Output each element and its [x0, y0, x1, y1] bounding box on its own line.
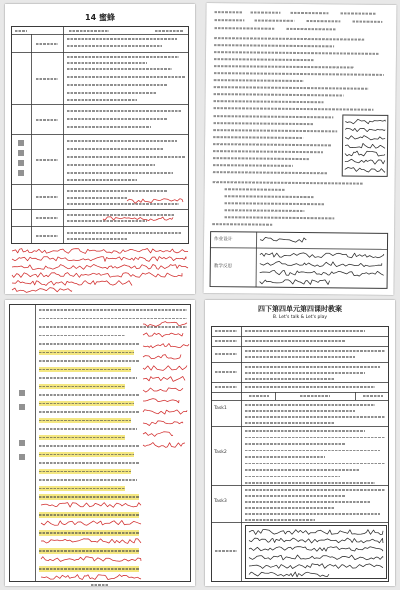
printed-text-line — [245, 340, 345, 342]
printed-text-line — [245, 469, 360, 471]
printed-text-line — [215, 550, 237, 552]
printed-text-line — [224, 216, 334, 219]
printed-text-line — [245, 456, 325, 458]
printed-text-line — [245, 476, 340, 478]
printed-text-line — [245, 513, 380, 515]
printed-text-line — [245, 482, 375, 484]
printed-text-line — [213, 136, 303, 139]
lesson-plan-page-english — [205, 300, 395, 586]
printed-text-line — [39, 369, 131, 371]
printed-text-line — [245, 416, 385, 418]
printed-text-line — [250, 11, 280, 13]
printed-glyph — [18, 160, 24, 166]
printed-text-line — [39, 386, 125, 388]
printed-text-line — [36, 43, 58, 45]
lesson-subtitle: B. Let's talk & Let's play — [272, 315, 328, 320]
printed-text-line — [67, 232, 181, 234]
printed-text-line — [245, 495, 345, 497]
printed-text-line — [39, 462, 139, 464]
printed-text-line — [36, 235, 58, 237]
printed-glyph — [18, 140, 24, 146]
printed-text-line — [67, 140, 177, 142]
printed-text-line — [39, 318, 187, 320]
lesson-plan-page-math — [203, 3, 396, 295]
printed-text-line — [67, 84, 167, 86]
table-frame — [210, 231, 389, 289]
lesson-plan-page-process — [5, 300, 195, 586]
printed-text-line — [245, 430, 365, 432]
table-frame — [9, 304, 191, 582]
table-rule — [63, 26, 64, 244]
table-rule — [211, 392, 389, 393]
printed-text-line — [214, 65, 354, 68]
table-rule — [11, 134, 189, 135]
table-rule — [11, 226, 189, 227]
printed-text-line — [215, 353, 237, 355]
printed-text-line — [214, 72, 384, 75]
printed-text-line — [245, 330, 365, 332]
printed-text-line — [213, 181, 363, 184]
homework-design-label: 作业设计 — [214, 237, 233, 243]
printed-text-line — [306, 20, 340, 22]
annotation-box — [245, 525, 387, 579]
printed-text-line — [245, 378, 335, 380]
printed-text-line — [36, 119, 58, 121]
printed-text-line — [39, 420, 131, 422]
printed-text-line — [213, 122, 313, 125]
printed-text-line — [245, 356, 355, 358]
printed-glyph — [19, 390, 25, 396]
printed-text-line — [39, 335, 125, 337]
table-rule — [355, 392, 356, 400]
printed-text-line — [245, 489, 385, 491]
printed-glyph — [18, 150, 24, 156]
printed-text-line — [15, 30, 27, 32]
table-rule — [211, 485, 389, 486]
table-rule — [11, 52, 189, 53]
printed-text-line — [300, 395, 330, 397]
printed-text-line — [39, 394, 139, 396]
printed-text-line — [39, 550, 139, 552]
printed-text-line — [67, 126, 151, 128]
printed-text-line — [67, 203, 179, 205]
lesson-title: 14 蜜蜂 — [85, 13, 115, 22]
printed-text-line — [212, 223, 272, 225]
printed-text-line — [224, 195, 314, 198]
printed-text-line — [67, 92, 157, 94]
printed-text-line — [213, 115, 333, 118]
table-rule — [211, 336, 389, 337]
printed-text-line — [67, 164, 155, 166]
printed-text-line — [215, 340, 237, 342]
printed-text-line — [67, 76, 185, 78]
printed-text-line — [67, 238, 127, 240]
printed-text-line — [245, 404, 375, 406]
handwriting-stroke — [12, 288, 72, 293]
printed-glyph — [19, 440, 25, 446]
table-rule — [35, 304, 36, 582]
printed-text-line — [245, 422, 335, 424]
printed-text-line — [39, 454, 134, 456]
printed-text-line — [213, 171, 328, 174]
printed-glyph — [18, 170, 24, 176]
printed-text-line — [67, 148, 163, 150]
printed-text-line — [39, 445, 139, 447]
table-rule — [211, 426, 389, 427]
printed-text-line — [215, 386, 237, 388]
printed-text-line — [224, 209, 304, 211]
task-label: Task3 — [214, 499, 227, 504]
printed-text-line — [213, 143, 331, 146]
printed-text-line — [224, 202, 324, 205]
printed-text-line — [249, 395, 269, 397]
handwriting-stroke — [12, 273, 182, 278]
printed-text-line — [91, 584, 109, 586]
printed-text-line — [39, 360, 139, 362]
printed-text-line — [67, 68, 172, 70]
printed-text-line — [67, 118, 167, 120]
table-rule — [11, 34, 189, 35]
printed-text-line — [286, 28, 336, 30]
printed-text-line — [245, 437, 385, 439]
printed-text-line — [214, 19, 244, 21]
printed-text-line — [39, 568, 139, 570]
printed-text-line — [245, 501, 370, 503]
table-rule — [275, 392, 276, 400]
printed-text-line — [39, 309, 187, 311]
printed-text-line — [67, 99, 137, 101]
printed-text-line — [39, 471, 131, 473]
printed-text-line — [67, 190, 167, 192]
printed-text-line — [39, 532, 139, 534]
printed-text-line — [213, 164, 293, 166]
printed-text-line — [39, 514, 139, 516]
table-frame — [11, 26, 189, 244]
lesson-plan-page-bees — [5, 4, 195, 294]
printed-text-line — [67, 62, 147, 64]
printed-text-line — [36, 159, 58, 161]
printed-text-line — [39, 496, 139, 498]
lesson-title: 四下第四单元第四课时教案 — [258, 305, 342, 313]
printed-text-line — [214, 93, 344, 96]
printed-text-line — [39, 352, 134, 354]
printed-text-line — [213, 107, 373, 110]
printed-text-line — [36, 217, 58, 219]
printed-text-line — [213, 157, 309, 160]
printed-text-line — [245, 350, 385, 352]
printed-text-line — [363, 395, 383, 397]
handwriting-stroke — [12, 265, 188, 270]
printed-text-line — [214, 58, 314, 61]
printed-text-line — [214, 44, 334, 47]
table-rule — [31, 34, 32, 244]
printed-text-line — [39, 343, 139, 345]
printed-text-line — [67, 38, 177, 40]
teaching-reflection-label: 教学反思 — [213, 264, 233, 270]
task-label: Task1 — [214, 406, 227, 411]
table-rule — [11, 184, 189, 185]
printed-text-line — [245, 450, 380, 452]
printed-text-line — [39, 411, 139, 413]
printed-text-line — [290, 12, 328, 14]
printed-text-line — [213, 129, 337, 132]
printed-text-line — [67, 197, 127, 199]
printed-text-line — [39, 326, 187, 328]
printed-text-line — [39, 377, 137, 379]
printed-text-line — [39, 479, 137, 481]
printed-text-line — [245, 507, 335, 509]
printed-text-line — [245, 443, 345, 445]
printed-text-line — [39, 437, 125, 439]
printed-text-line — [245, 366, 380, 368]
printed-text-line — [67, 56, 179, 58]
printed-text-line — [213, 150, 323, 153]
printed-text-line — [67, 110, 182, 112]
annotation-box — [342, 114, 389, 176]
printed-text-line — [214, 79, 304, 82]
printed-text-line — [69, 30, 109, 32]
printed-text-line — [39, 428, 137, 430]
printed-text-line — [67, 220, 147, 222]
printed-text-line — [36, 196, 58, 198]
printed-text-line — [67, 45, 162, 47]
table-rule — [211, 362, 389, 363]
printed-text-line — [245, 463, 385, 465]
printed-text-line — [245, 519, 315, 521]
printed-text-line — [245, 386, 375, 388]
table-rule — [211, 382, 389, 383]
printed-text-line — [215, 371, 237, 373]
printed-text-line — [254, 20, 294, 22]
handwriting-stroke — [12, 249, 188, 254]
handwriting-stroke — [12, 257, 186, 262]
printed-glyph — [19, 404, 25, 410]
table-rule — [211, 400, 389, 401]
printed-text-line — [214, 51, 379, 54]
printed-text-line — [245, 410, 355, 412]
table-rule — [211, 522, 389, 523]
printed-text-line — [67, 179, 137, 181]
printed-text-line — [214, 37, 364, 40]
printed-text-line — [214, 86, 369, 89]
printed-text-line — [214, 11, 242, 13]
printed-text-line — [67, 156, 185, 158]
printed-text-line — [214, 27, 274, 29]
table-rule — [11, 209, 189, 210]
printed-text-line — [155, 30, 183, 32]
table-rule — [11, 104, 189, 105]
handwriting-stroke — [12, 281, 132, 286]
printed-text-line — [340, 12, 376, 14]
printed-text-line — [67, 214, 175, 216]
printed-text-line — [67, 172, 173, 174]
table-rule — [241, 326, 242, 582]
printed-text-line — [213, 100, 323, 103]
printed-text-line — [225, 188, 285, 190]
printed-text-line — [36, 78, 58, 80]
printed-text-line — [39, 488, 125, 490]
table-rule — [211, 346, 389, 347]
printed-text-line — [245, 372, 365, 374]
printed-text-line — [215, 330, 237, 332]
task-label: Task2 — [214, 450, 227, 455]
printed-text-line — [352, 21, 382, 23]
printed-glyph — [19, 454, 25, 460]
printed-text-line — [39, 403, 134, 405]
